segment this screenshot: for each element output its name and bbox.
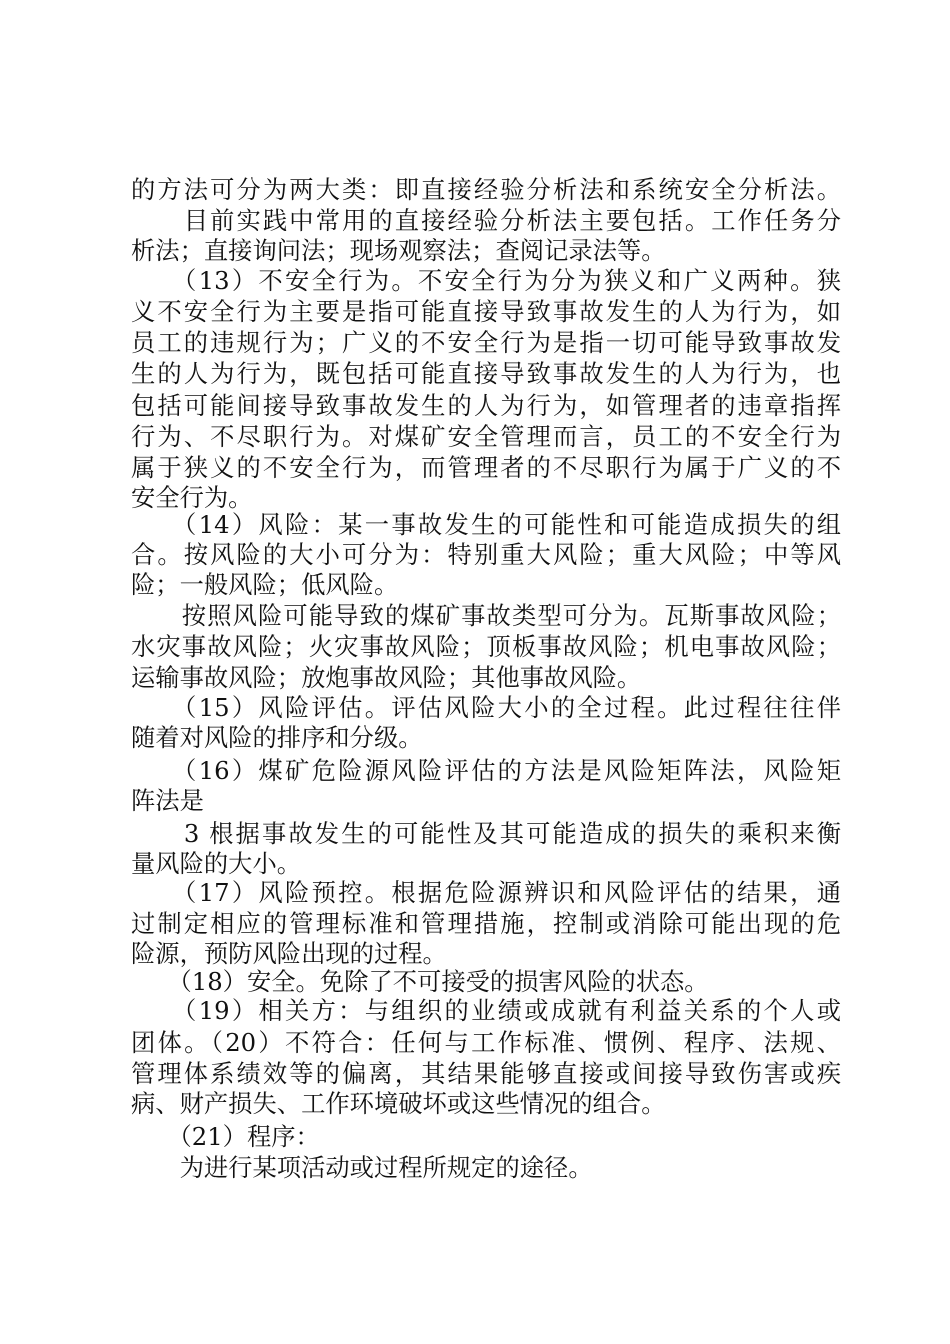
text-line: 量风险的大小。 xyxy=(131,849,302,878)
text-line: 险源，预防风险出现的过程。 xyxy=(131,939,447,968)
text-line: 的方法可分为两大类：即直接经验分析法和系统安全分析法。 xyxy=(131,175,841,204)
text-line: 按照风险可能导致的煤矿事故类型可分为。瓦斯事故风险； xyxy=(131,601,841,630)
text-line: 险；一般风险；低风险。 xyxy=(131,570,399,599)
text-line: 合。按风险的大小可分为：特别重大风险；重大风险；中等风 xyxy=(131,540,841,569)
text-line: （21）程序： xyxy=(131,1122,320,1151)
text-line: 为进行某项活动或过程所规定的途径。 xyxy=(131,1153,593,1182)
text-line: 义不安全行为主要是指可能直接导致事故发生的人为行为，如 xyxy=(131,297,841,326)
text-line: 析法；直接询问法；现场观察法；查阅记录法等。 xyxy=(131,236,666,265)
text-line: 水灾事故风险；火灾事故风险；顶板事故风险；机电事故风险； xyxy=(131,632,841,661)
text-line: 目前实践中常用的直接经验分析法主要包括。工作任务分 xyxy=(131,206,841,235)
text-line: （14）风险：某一事故发生的可能性和可能造成损失的组 xyxy=(131,510,841,539)
text-line: 阵法是 xyxy=(131,786,204,815)
text-line: 包括可能间接导致事故发生的人为行为，如管理者的违章指挥 xyxy=(131,391,841,420)
text-line: 行为、不尽职行为。对煤矿安全管理而言，员工的不安全行为 xyxy=(131,422,841,451)
text-line: 病、财产损失、工作环境破坏或这些情况的组合。 xyxy=(131,1089,666,1118)
text-line: 3 根据事故发生的可能性及其可能造成的损失的乘积来衡 xyxy=(131,819,841,848)
text-line: （13）不安全行为。不安全行为分为狭义和广义两种。狭 xyxy=(131,266,841,295)
text-line: （15）风险评估。评估风险大小的全过程。此过程往往伴 xyxy=(131,693,841,722)
text-line: （19）相关方：与组织的业绩或成就有利益关系的个人或 xyxy=(131,996,841,1025)
text-line: （16）煤矿危险源风险评估的方法是风险矩阵法，风险矩 xyxy=(131,756,841,785)
text-line: 过制定相应的管理标准和管理措施，控制或消除可能出现的危 xyxy=(131,909,841,938)
text-line: 安全行为。 xyxy=(131,483,253,512)
text-line: 生的人为行为，既包括可能直接导致事故发生的人为行为，也 xyxy=(131,359,841,388)
text-line: 团体。（20）不符合：任何与工作标准、惯例、程序、法规、 xyxy=(131,1028,841,1057)
text-line: 运输事故风险；放炮事故风险；其他事故风险。 xyxy=(131,663,642,692)
text-line: 管理体系绩效等的偏离，其结果能够直接或间接导致伤害或疾 xyxy=(131,1059,841,1088)
text-line: （17）风险预控。根据危险源辨识和风险评估的结果，通 xyxy=(131,878,841,907)
text-line: （18）安全。免除了不可接受的损害风险的状态。 xyxy=(131,967,709,996)
text-line: 随着对风险的排序和分级。 xyxy=(131,723,423,752)
text-line: 属于狭义的不安全行为，而管理者的不尽职行为属于广义的不 xyxy=(131,453,841,482)
text-line: 员工的违规行为；广义的不安全行为是指一切可能导致事故发 xyxy=(131,328,841,357)
